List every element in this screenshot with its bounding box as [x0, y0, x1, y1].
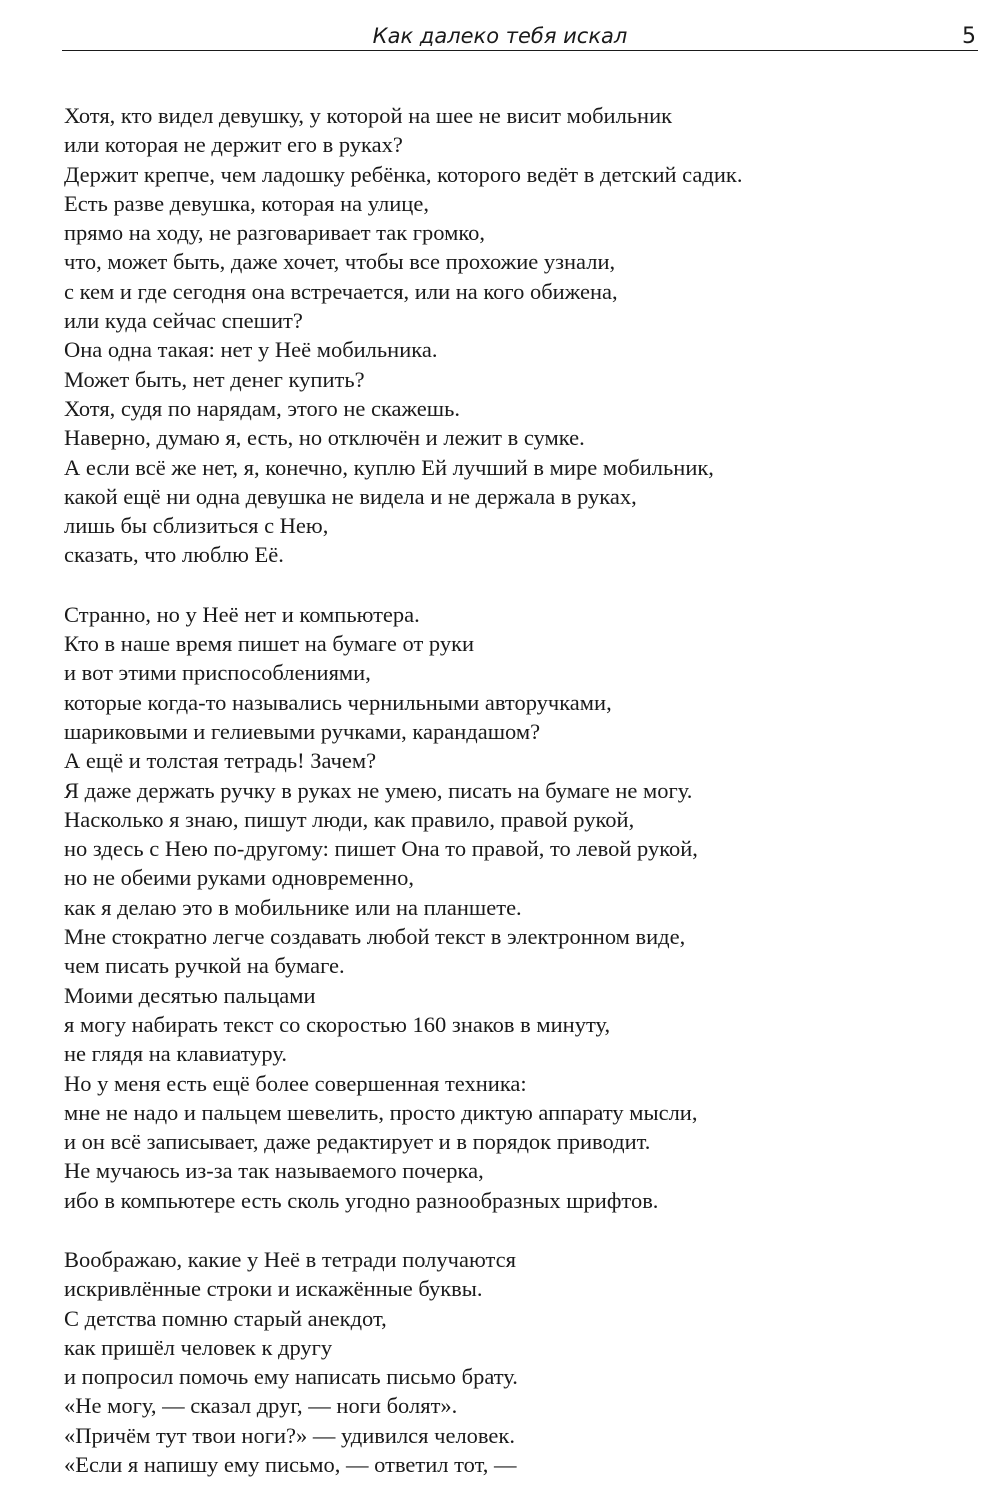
- text-line: Но у меня есть ещё более совершенная техника:: [64, 1070, 527, 1096]
- text-line: прямо на ходу, не разговаривает так громко,: [64, 220, 486, 246]
- text-line: Держит крепче, чем ладошку ребёнка, которого ведёт в детский садик.: [64, 161, 743, 187]
- text-line: и попросил помочь ему написать письмо брату.: [64, 1364, 518, 1390]
- text-line: С детства помню старый анекдот,: [64, 1305, 387, 1331]
- text-line: Хотя, кто видел девушку, у которой на шее не висит мобильник: [64, 103, 673, 128]
- text-line: Есть разве девушка, которая на улице,: [64, 190, 429, 216]
- text-line: А если всё же нет, я, конечно, куплю Ей лучший в мире мобильник,: [64, 454, 714, 480]
- text-line: как пришёл человек к другу: [64, 1334, 333, 1360]
- running-header: [62, 22, 978, 52]
- text-line: какой ещё ни одна девушка не видела и не держала в руках,: [64, 483, 637, 509]
- text-line: Хотя, судя по нарядам, этого не скажешь.: [64, 395, 460, 421]
- text-line: и он всё записывает, даже редактирует и в порядок приводит.: [64, 1129, 651, 1155]
- text-line: как я делаю это в мобильнике или на планшете.: [64, 894, 522, 920]
- text-line: «Не могу, — сказал друг, — ноги болят».: [64, 1393, 458, 1419]
- text-line: или куда сейчас спешит?: [64, 308, 303, 334]
- text-line: сказать, что люблю Её.: [64, 542, 284, 568]
- text-line: Странно, но у Неё нет и компьютера.: [64, 601, 420, 627]
- text-line: искривлённые строки и искажённые буквы.: [64, 1276, 483, 1302]
- text-line: Наверно, думаю я, есть, но отключён и лежит в сумке.: [64, 425, 585, 451]
- text-line: или которая не держит его в руках?: [64, 132, 403, 158]
- stanza: [64, 101, 964, 570]
- text-line: «Если я напишу ему письмо, — ответил тот, —: [64, 1452, 517, 1478]
- text-line: с кем и где сегодня она встречается, или на кого обижена,: [64, 278, 618, 304]
- text-line: Моими десятью пальцами: [64, 982, 316, 1008]
- text-line: А ещё и толстая тетрадь! Зачем?: [64, 748, 377, 774]
- body-text: [64, 101, 964, 1509]
- text-line: Она одна такая: нет у Неё мобильника.: [64, 337, 438, 363]
- text-line: мне не надо и пальцем шевелить, просто диктую аппарату мысли,: [64, 1099, 698, 1125]
- text-line: Не мучаюсь из-за так называемого почерка,: [64, 1158, 484, 1184]
- text-line: «Причём тут твои ноги?» — удивился человек.: [64, 1422, 515, 1448]
- text-line: шариковыми и гелиевыми ручками, карандашом?: [64, 718, 541, 744]
- text-line: но не обеими руками одновременно,: [64, 865, 414, 891]
- page-number: 5: [962, 24, 976, 49]
- text-line: Насколько я знаю, пишут люди, как правило, правой рукой,: [64, 806, 635, 832]
- text-line: которые когда-то назывались чернильными авторучками,: [64, 689, 612, 715]
- text-line: но здесь с Нею по-другому: пишет Она то правой, то левой рукой,: [64, 836, 698, 862]
- stanza: [64, 1245, 964, 1479]
- text-line: Воображаю, какие у Неё в тетради получаются: [64, 1246, 516, 1272]
- text-line: Я даже держать ручку в руках не умею, писать на бумаге не могу.: [64, 777, 693, 803]
- text-line: не глядя на клавиатуру.: [64, 1041, 287, 1067]
- text-line: Мне стократно легче создавать любой текст в электронном виде,: [64, 924, 686, 950]
- text-line: я могу набирать текст со скоростью 160 знаков в минуту,: [64, 1011, 611, 1037]
- text-line: что, может быть, даже хочет, чтобы все прохожие узнали,: [64, 249, 616, 275]
- text-line: чем писать ручкой на бумаге.: [64, 953, 345, 979]
- text-line: Кто в наше время пишет на бумаге от руки: [64, 631, 475, 657]
- stanza: [64, 600, 964, 1215]
- text-line: ибо в компьютере есть сколь угодно разнообразных шрифтов.: [64, 1187, 659, 1213]
- text-line: и вот этими приспособлениями,: [64, 660, 371, 686]
- header-rule: [62, 50, 978, 51]
- text-line: лишь бы сблизиться с Нею,: [64, 513, 329, 539]
- text-line: Может быть, нет денег купить?: [64, 366, 365, 392]
- running-header-title: Как далеко тебя искал: [372, 24, 628, 48]
